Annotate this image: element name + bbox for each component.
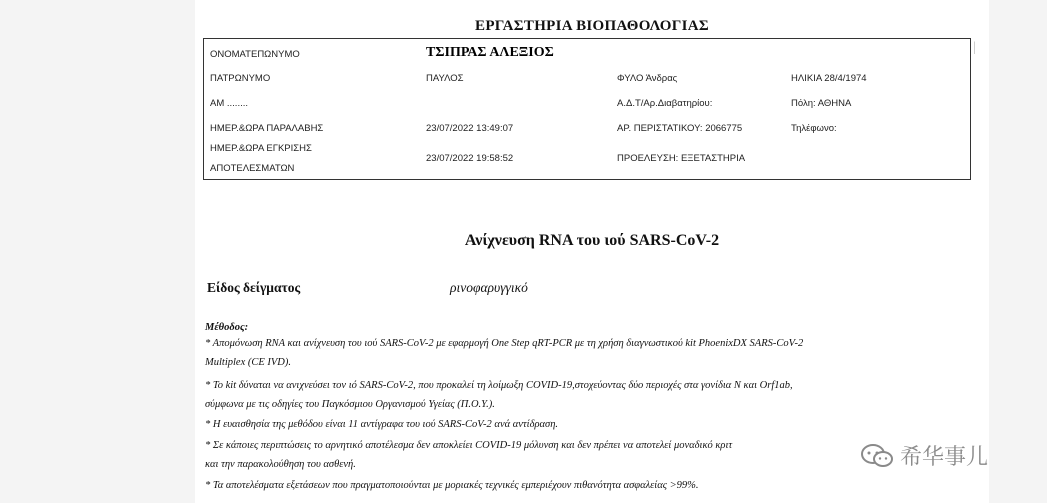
received-label: ΗΜΕΡ.&ΩΡΑ ΠΑΡΑΛΑΒΗΣ (210, 123, 324, 134)
age-field (791, 73, 867, 84)
left-margin (0, 0, 195, 503)
city-value: ΑΘΗΝΑ (817, 98, 852, 109)
document-page (195, 0, 989, 503)
incident-label: ΑΡ. ΠΕΡΙΣΤΑΤΙΚΟΥ: (617, 123, 703, 134)
patient-info-box (203, 38, 971, 180)
right-margin (989, 0, 1047, 503)
method-title: Μέθοδος: (205, 322, 249, 333)
name-value: ΤΣΙΠΡΑΣ ΑΛΕΞΙΟΣ (426, 45, 554, 60)
method-line: * Η ευαισθησία της μεθόδου είναι 11 αντίγραφα του ιού SARS-CoV-2 ανά αντίδραση. (205, 419, 559, 430)
id-label: Α.Δ.Τ/Αρ.Διαβατηρίου: (617, 98, 713, 109)
watermark-text: 希华事儿 (900, 445, 989, 470)
am-label: ΑΜ (210, 98, 225, 109)
phone-label: Τηλέφωνο: (791, 123, 837, 134)
method-line: * Τα αποτελέσματα εξετάσεων που πραγματοποιούνται με μοριακές τεχνικές εμπεριέχουν πιθανότητα ασφαλείας >99%. (205, 480, 699, 491)
city-label: Πόλη: (791, 98, 816, 109)
sample-label: Είδος δείγματος (207, 280, 301, 295)
origin-label: ΠΡΟΕΛΕΥΣΗ: (617, 153, 679, 164)
approval-label-1: ΗΜΕΡ.&ΩΡΑ ΕΓΚΡΙΣΗΣ (210, 143, 312, 154)
sample-value: ρινοφαρυγγικό (450, 280, 528, 295)
method-line: * Το kit δύναται να ανιχνεύσει τον ιό SARS-CoV-2, που προκαλεί τη λοίμωξη COVID-19,στοχεύοντας δύο περιοχές στα γονίδια N και Orf1ab, (205, 380, 793, 391)
wechat-bubble-icon (860, 443, 894, 469)
test-title: Ανίχνευση RNA του ιού SARS-CoV-2 (464, 232, 720, 249)
sex-label: ΦΥΛΟ (617, 73, 644, 84)
father-value: ΠΑΥΛΟΣ (426, 73, 464, 84)
sex-value: Άνδρας (645, 73, 678, 84)
approval-label-2: ΑΠΟΤΕΛΕΣΜΑΤΩΝ (210, 163, 295, 174)
incident-field (617, 123, 742, 134)
city-field (791, 98, 851, 109)
origin-value: ΕΞΕΤΑΣΤΗΡΙΑ (680, 153, 746, 164)
age-value: 28/4/1974 (824, 73, 867, 84)
method-line: σύμφωνα με τις οδηγίες του Παγκόσμιου Οργανισμού Υγείας (Π.Ο.Υ.). (205, 399, 495, 410)
sex-field (617, 73, 677, 84)
age-label: ΗΛΙΚΙΑ (791, 73, 822, 84)
origin-field (617, 153, 745, 164)
received-value: 23/07/2022 13:49:07 (426, 123, 514, 134)
am-value: ........ (226, 98, 249, 109)
incident-value: 2066775 (705, 123, 743, 134)
lab-title: ΕΡΓΑΣΤΗΡΙΑ ΒΙΟΠΑΘΟΛΟΓΙΑΣ (475, 18, 709, 34)
method-line: Multiplex (CE IVD). (205, 357, 292, 368)
edge-tick-mark: | (973, 40, 976, 55)
watermark (860, 440, 988, 471)
approval-value: 23/07/2022 19:58:52 (426, 153, 514, 164)
name-label: ΟΝΟΜΑΤΕΠΩΝΥΜΟ (210, 49, 300, 60)
am-field (210, 98, 248, 109)
method-line: * Απομόνωση RNA και ανίχνευση του ιού SARS-CoV-2 με εφαρμογή One Step qRT-PCR με τη χρήση διαγνωστικού kit PhoenixDX SARS-CoV-2 (205, 338, 804, 349)
method-line: * Σε κάποιες περιπτώσεις το αρνητικό αποτέλεσμα δεν αποκλείει COVID-19 μόλυνση και δεν πρέπει να αποτελεί μοναδικό κριτ (205, 440, 733, 451)
father-label: ΠΑΤΡΩΝΥΜΟ (210, 73, 271, 84)
method-line: και την παρακολούθηση του ασθενή. (205, 459, 356, 470)
